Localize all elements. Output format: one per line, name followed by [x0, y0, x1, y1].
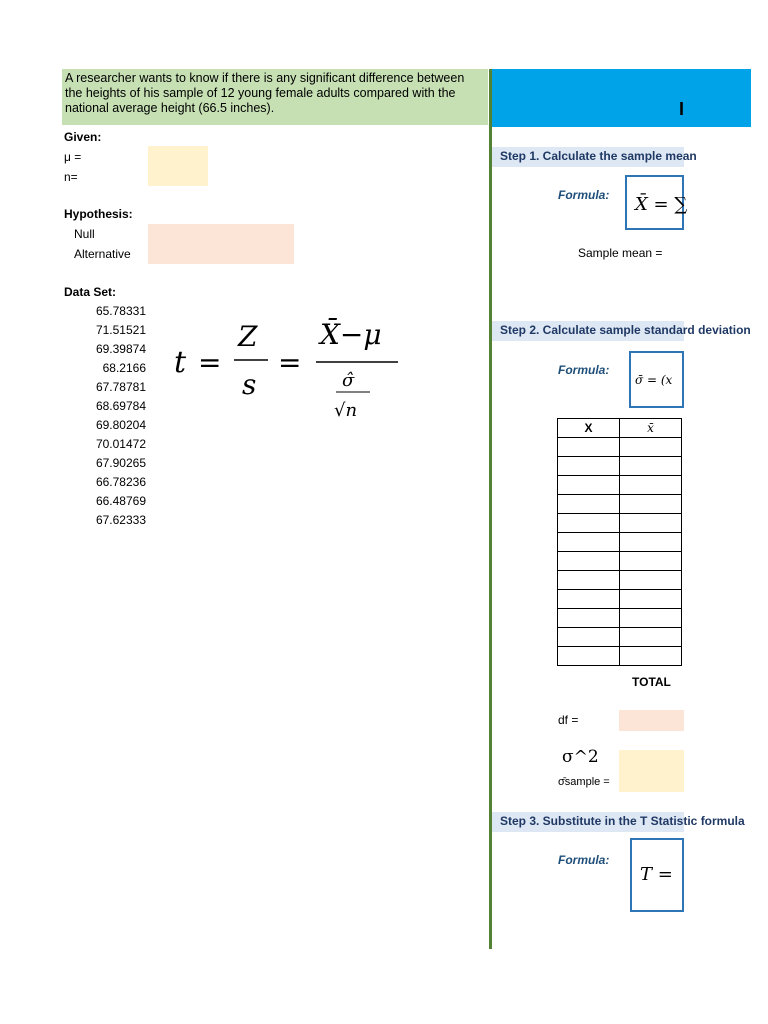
- data-value: 66.78236: [95, 475, 146, 489]
- sigma-input-cells[interactable]: [619, 750, 684, 792]
- step1-formula-box: [625, 175, 688, 230]
- table-row: [558, 590, 682, 609]
- step3-formula-box: [630, 838, 684, 912]
- step1-title: Step 1. Calculate the sample mean: [492, 147, 684, 167]
- step1-formula-label: Formula:: [558, 188, 610, 202]
- table-row: [558, 476, 682, 495]
- given-input-cells[interactable]: [148, 146, 208, 186]
- data-value: 67.62333: [95, 513, 146, 527]
- formula-sqrt-n: √n: [334, 400, 358, 421]
- table-total-label: TOTAL: [632, 675, 671, 689]
- data-value: 67.90265: [95, 456, 146, 470]
- alternative-hypothesis-label: Alternative: [74, 247, 131, 261]
- problem-statement: A researcher wants to know if there is any significant difference between the heights of his sample of 12 young female adults compared with the national average height (66.5 inches).: [62, 69, 488, 125]
- table-row: [558, 438, 682, 457]
- mu-label: μ =: [64, 150, 82, 164]
- data-value: 70.01472: [95, 437, 146, 451]
- given-heading: Given:: [64, 130, 102, 144]
- step3-formula-text: T =: [640, 864, 673, 885]
- table-row: [558, 533, 682, 552]
- table-row: [558, 628, 682, 647]
- banner-text: I: [679, 99, 685, 119]
- data-value: 66.48769: [95, 494, 146, 508]
- step2-title: Step 2. Calculate sample standard deviation: [492, 321, 684, 341]
- data-value: 69.39874: [95, 342, 146, 356]
- table-row: [558, 457, 682, 476]
- step2-formula-text: σ̄ = (x: [635, 373, 673, 387]
- step2-formula-box: [629, 351, 684, 408]
- table-row: [558, 609, 682, 628]
- dataset-heading: Data Set:: [64, 285, 117, 299]
- formula-numerator: X̄−μ: [320, 318, 382, 351]
- header-banner: [492, 69, 751, 127]
- step3-formula-label: Formula:: [558, 853, 610, 867]
- step2-formula-label: Formula:: [558, 363, 610, 377]
- df-input-cell[interactable]: [619, 710, 684, 731]
- table-header-x: X: [558, 419, 620, 438]
- sigma-squared-label: σ^2: [562, 747, 599, 767]
- formula-z: Z: [238, 320, 258, 353]
- hypothesis-heading: Hypothesis:: [64, 207, 133, 221]
- table-row: [558, 571, 682, 590]
- formula-t: t: [174, 345, 187, 380]
- data-value: 68.69784: [95, 399, 146, 413]
- data-value: 67.78781: [95, 380, 146, 394]
- table-row: [558, 495, 682, 514]
- data-value: 68.2166: [102, 361, 146, 375]
- deviation-table: [557, 418, 682, 666]
- n-label: n=: [64, 170, 78, 184]
- sigma-sample-label: σ̄sample =: [558, 776, 610, 788]
- sample-mean-label: Sample mean =: [578, 246, 663, 260]
- formula-s: s: [242, 368, 257, 401]
- hypothesis-input-cells[interactable]: [148, 224, 294, 264]
- table-row: [558, 647, 682, 666]
- step1-formula-text: X̄ = ∑: [635, 194, 688, 215]
- data-value: 65.78331: [95, 304, 146, 318]
- data-value: 69.80204: [95, 418, 146, 432]
- step3-title: Step 3. Substitute in the T Statistic formula: [492, 812, 684, 832]
- df-label: df =: [558, 713, 579, 727]
- table-row: [558, 514, 682, 533]
- null-hypothesis-label: Null: [74, 227, 95, 241]
- t-statistic-formula: [170, 312, 410, 432]
- formula-sigma-hat: σ̂: [342, 370, 355, 391]
- table-header-xbar: x̄: [620, 419, 682, 438]
- data-value: 71.51521: [95, 323, 146, 337]
- formula-eq-1: =: [198, 346, 222, 379]
- formula-eq-2: =: [278, 346, 302, 379]
- table-row: [558, 552, 682, 571]
